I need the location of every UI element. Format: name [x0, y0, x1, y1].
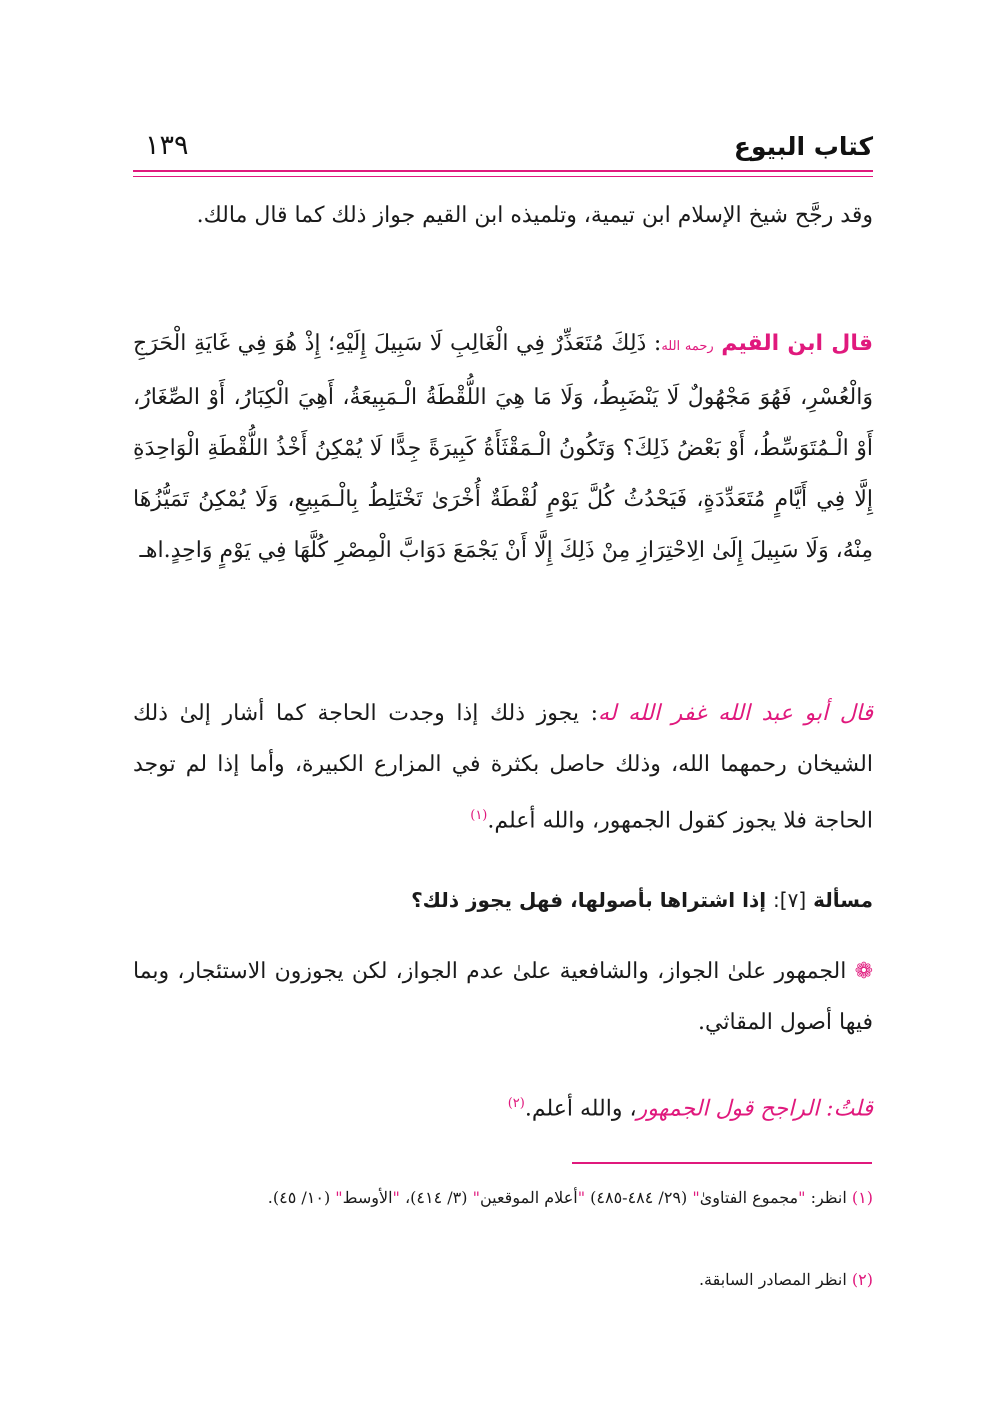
page-number: ١٣٩ [145, 130, 189, 161]
answer-paragraph [133, 946, 873, 1048]
footnote-1-ref-1: (٢٩/ ٤٨٤-٤٨٥) [585, 1188, 693, 1207]
footnote-2-text: انظر المصادر السابقة. [698, 1270, 847, 1289]
quote-speaker: قال ابن القيم [721, 331, 873, 356]
footnote-1-ref-2: (٣/ ٤١٤)، [399, 1188, 473, 1207]
author-speaker: قال أبو عبد الله غفر الله له [598, 701, 873, 726]
flower-bullet-icon: ❁ [854, 959, 874, 984]
running-header [133, 128, 873, 168]
footnote-1-lead: انظر: [805, 1188, 847, 1207]
ibn-qayyim-quote [133, 318, 873, 576]
footnote-1-source-1: مجموع الفتاوىٰ [699, 1188, 799, 1207]
footnote-1-source-3: الأوسط [342, 1188, 393, 1207]
conclusion-rest: ، والله أعلم. [524, 1096, 637, 1122]
issue-number: [٧]: [773, 888, 807, 912]
conclusion-paragraph [133, 1078, 873, 1134]
author-note-text: : يجوز ذلك إذا وجدت الحاجة كما أشار إلىٰ ذلك الشيخان رحمهما الله، وذلك حاصل بكثرة في المزارع الكبيرة، وأما إذا لم توجد الحاجة فلا يجوز كقول الجمهور، والله أعلم. [133, 701, 873, 834]
conclusion-lead: قلتُ: الراجح قول الجمهور [636, 1096, 873, 1122]
answer-text: الجمهور علىٰ الجواز، والشافعية علىٰ عدم الجواز، لكن يجوزون الاستئجار، وبما فيها أصول المقاثي. [133, 959, 873, 1035]
footnote-ref-2: (٢) [507, 1096, 525, 1111]
opening-text: وقد رجَّح شيخ الإسلام ابن تيمية، وتلميذه ابن القيم جواز ذلك كما قال مالك. [196, 203, 873, 228]
issue-label: مسألة [813, 888, 873, 912]
issue-question: إذا اشتراها بأصولها، فهل يجوز ذلك؟ [411, 888, 767, 912]
header-rule-thick [133, 170, 873, 172]
quote-text: : ذَلِكَ مُتَعَذِّرٌ فِي الْغَالِبِ لَا سَبِيلَ إِلَيْهِ؛ إِذْ هُوَ فِي غَايَةِ الْحَرَجِ وَالْعُسْرِ، فَهُوَ مَجْهُولٌ لَا يَنْضَبِطُ، وَلَا مَا هِيَ اللُّقْطَةُ الْـمَبِيعَةُ، أَهِيَ الْكِبَارُ، أَوْ الصِّغَارُ، أَوْ الْـمُتَوَسِّطُ، أَوْ بَعْضُ ذَلِكَ؟ وَتَكُونُ الْـمَقْثَأَةُ كَبِيرَةً جِدًّا لَا يُمْكِنُ أَخْذُ اللُّقْطَةِ الْوَاحِدَةِ إِلَّا فِي أَيَّامٍ مُتَعَدِّدَةٍ، فَيَحْدُثُ كُلَّ يَوْمٍ لُقْطَةٌ أُخْرَىٰ تَخْتَلِطُ بِالْـمَبِيعِ، وَلَا يُمْكِنُ تَمَيُّزُهَا مِنْهُ، وَلَا سَبِيلَ إِلَىٰ الِاحْتِرَازِ مِنْ ذَلِكَ إِلَّا أَنْ يَجْمَعَ دَوَابَّ الْمِصْرِ كُلَّهَا فِي يَوْمٍ وَاحِدٍ.اهـ [133, 331, 873, 563]
footnote-separator [572, 1162, 872, 1164]
footnote-2-number: (٢) [851, 1270, 873, 1289]
opening-paragraph [133, 190, 873, 241]
chapter-title: كتاب البيوع [733, 132, 873, 161]
footnote-1: (١) انظر: "مجموع الفتاوىٰ" (٢٩/ ٤٨٤-٤٨٥) "أعلام الموقعين" (٣/ ٤١٤)، "الأوسط" (١٠/ ٤٥). [267, 1188, 873, 1207]
honorific-glyph: رحمه الله [661, 339, 714, 354]
header-rule-thin [133, 176, 873, 177]
footnote-1-ref-3: (١٠/ ٤٥). [267, 1188, 336, 1207]
footnote-ref-1: (١) [470, 808, 488, 823]
footnote-1-number: (١) [851, 1188, 873, 1207]
footnote-1-source-2: أعلام الموقعين [479, 1188, 578, 1207]
author-note-paragraph [133, 688, 873, 846]
footnote-2 [133, 1266, 873, 1293]
issue-heading [411, 888, 873, 912]
